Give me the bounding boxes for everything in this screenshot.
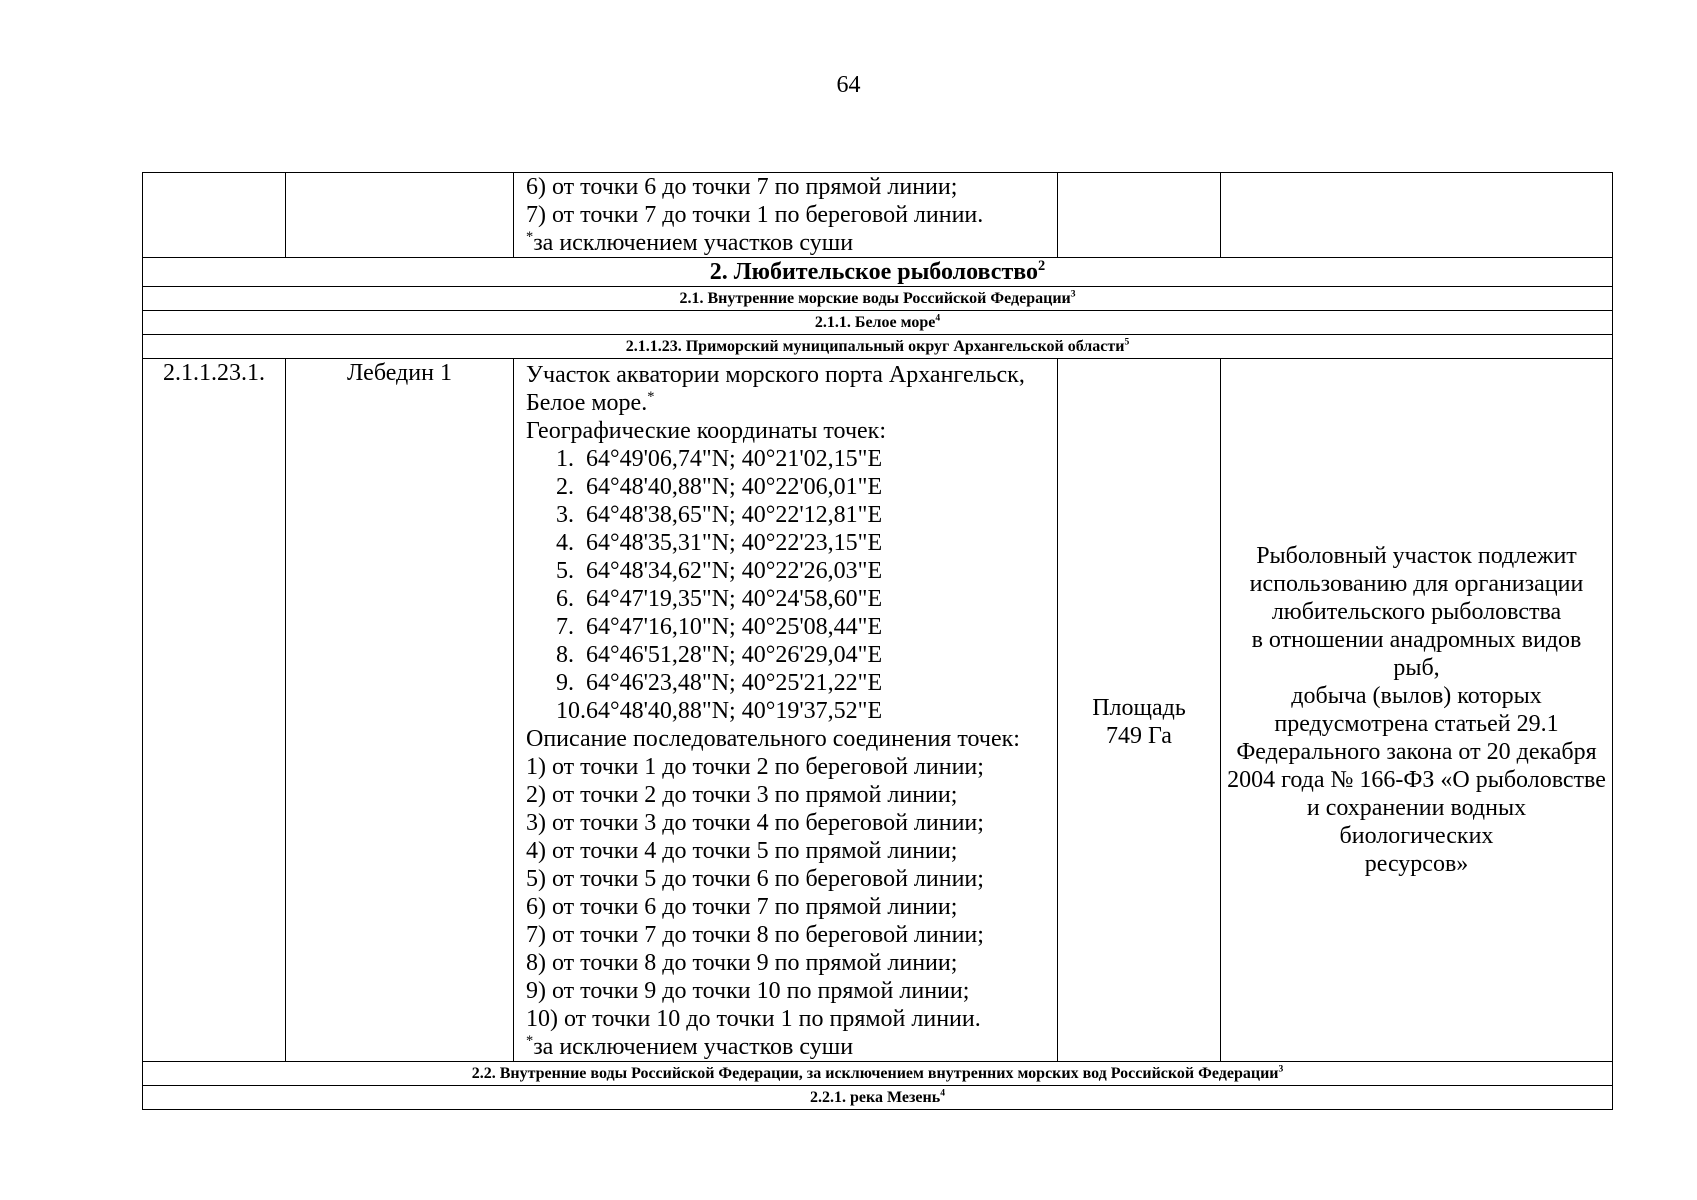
footnote-mark: * [526,229,534,245]
coordinate-item [556,697,1049,725]
connection-line: 1) от точки 1 до точки 2 по береговой линии; [526,754,984,780]
footnote-ref: 4 [935,312,941,324]
coordinate-number: 7. [556,614,574,640]
subsection-heading [143,311,1613,335]
coordinate-item [556,529,1049,557]
coordinate-value: 64°46'23,48"N; 40°25'21,22"E [586,670,883,696]
subsection-heading-row [143,1086,1613,1110]
coordinate-number: 10. [556,698,586,724]
coordinate-value: 64°48'40,88"N; 40°19'37,52"E [586,698,883,724]
note-text [1221,542,1612,878]
footnote-text: за исключением участков суши [533,230,854,256]
description-line: Белое море.* [526,389,655,416]
coordinate-value: 64°47'16,10"N; 40°25'08,44"E [586,614,883,640]
coordinate-value: 64°47'19,35"N; 40°24'58,60"E [586,586,883,612]
entry-note [1221,359,1613,1062]
footnote-ref: 3 [1070,288,1076,300]
subsection-heading [143,287,1613,311]
subsection-heading [143,1062,1613,1086]
table-row-continuation [143,173,1613,258]
connection-line: 6) от точки 6 до точки 7 по прямой линии; [526,894,958,920]
subsection-heading-row [143,335,1613,359]
coordinate-item [556,641,1049,669]
coordinate-number: 3. [556,502,574,528]
subsection-heading [143,335,1613,359]
coordinate-item [556,557,1049,585]
connection-line: 7) от точки 7 до точки 8 по береговой линии; [526,922,984,948]
connection-title: Описание последовательного соединения точек: [526,726,1020,752]
subsection-heading [143,1086,1613,1110]
coordinate-value: 64°48'40,88"N; 40°22'06,01"E [586,474,883,500]
table-row-entry [143,359,1613,1062]
connection-line: 5) от точки 5 до точки 6 по береговой линии; [526,866,984,892]
note-line: предусмотрена статьей 29.1 [1274,711,1559,737]
description-cell-continuation [514,173,1058,258]
connection-line: 4) от точки 4 до точки 5 по прямой линии; [526,838,958,864]
coordinates-list [526,445,1049,725]
coordinate-value: 64°49'06,74"N; 40°21'02,15"E [586,446,883,472]
note-line: в отношении анадромных видов рыб, [1251,627,1582,681]
footnote-text: за исключением участков суши [533,1034,854,1060]
coordinate-value: 64°48'38,65"N; 40°22'12,81"E [586,502,883,528]
entry-description [514,359,1058,1062]
code-cell-empty [143,173,286,258]
coordinates-title: Географические координаты точек: [526,418,886,444]
connection-line: 10) от точки 10 до точки 1 по прямой линии. [526,1006,981,1032]
coordinate-item [556,669,1049,697]
connection-line: 7) от точки 7 до точки 1 по береговой линии. [526,202,984,228]
coordinate-number: 5. [556,558,574,584]
note-line: и сохранении водных биологических [1306,795,1527,849]
subsection-heading-row [143,1062,1613,1086]
coordinate-number: 6. [556,586,574,612]
subsection-heading-text: 2.1. Внутренние морские воды Российской Федерации [679,290,1071,307]
note-line: 2004 года № 166-ФЗ «О рыболовстве [1227,767,1606,793]
coordinate-item [556,613,1049,641]
coordinate-number: 1. [556,446,574,472]
subsection-heading-text: 2.2. Внутренние воды Российской Федерации, за исключением внутренних морских вод Российской Федерации [471,1065,1279,1082]
coordinate-item [556,585,1049,613]
section-heading-row [143,258,1613,287]
subsection-heading-text: 2.1.1.23. Приморский муниципальный округ Архангельской области [625,338,1125,355]
note-line: ресурсов» [1364,851,1469,877]
coordinate-item [556,473,1049,501]
subsection-heading-row [143,311,1613,335]
coordinate-number: 4. [556,530,574,556]
entry-area [1058,359,1221,1062]
page-number: 64 [836,72,861,98]
coordinate-number: 8. [556,642,574,668]
coordinate-number: 9. [556,670,574,696]
fishing-areas-table [142,172,1613,1110]
coordinate-number: 2. [556,474,574,500]
note-line: Рыболовный участок подлежит [1256,543,1577,569]
section-heading [143,258,1613,287]
note-cell-empty [1221,173,1613,258]
connection-line: 6) от точки 6 до точки 7 по прямой линии; [526,174,958,200]
note-line: использованию для организации [1249,571,1584,597]
name-cell-empty [286,173,514,258]
footnote-ref: 5 [1124,336,1130,348]
subsection-heading-text: 2.1.1. Белое море [814,314,936,331]
connection-line: 3) от точки 3 до точки 4 по береговой линии; [526,810,984,836]
description-line: Участок акватории морского порта Архангельск, [526,362,1025,388]
entry-code: 2.1.1.23.1. [143,359,286,1062]
area-value: 749 Га [1106,723,1172,749]
footnote-line [526,1033,1049,1061]
section-heading-text: 2. Любительское рыболовство [709,259,1039,285]
connection-line: 8) от точки 8 до точки 9 по прямой линии; [526,950,958,976]
footnote-line [526,229,1049,257]
coordinate-item [556,501,1049,529]
footnote-ref: 3 [1278,1063,1284,1075]
area-label: Площадь [1092,695,1186,721]
note-line: любительского рыболовства [1271,599,1562,625]
note-line: Федерального закона от 20 декабря [1236,739,1597,765]
subsection-heading-row [143,287,1613,311]
footnote-mark: * [647,389,655,405]
footnote-ref: 4 [940,1087,945,1099]
connections-list [526,753,1049,1033]
coordinate-value: 64°48'35,31"N; 40°22'23,15"E [586,530,883,556]
coordinate-item [556,445,1049,473]
connection-line: 2) от точки 2 до точки 3 по прямой линии; [526,782,958,808]
coordinate-value: 64°48'34,62"N; 40°22'26,03"E [586,558,883,584]
subsection-heading-text: 2.2.1. река Мезень [810,1089,941,1106]
entry-name: Лебедин 1 [286,359,514,1062]
connection-line: 9) от точки 9 до точки 10 по прямой линии; [526,978,970,1004]
footnote-ref: 2 [1038,258,1046,274]
area-cell-empty [1058,173,1221,258]
note-line: добыча (вылов) которых [1291,683,1542,709]
footnote-mark: * [526,1033,534,1049]
coordinate-value: 64°46'51,28"N; 40°26'29,04"E [586,642,883,668]
